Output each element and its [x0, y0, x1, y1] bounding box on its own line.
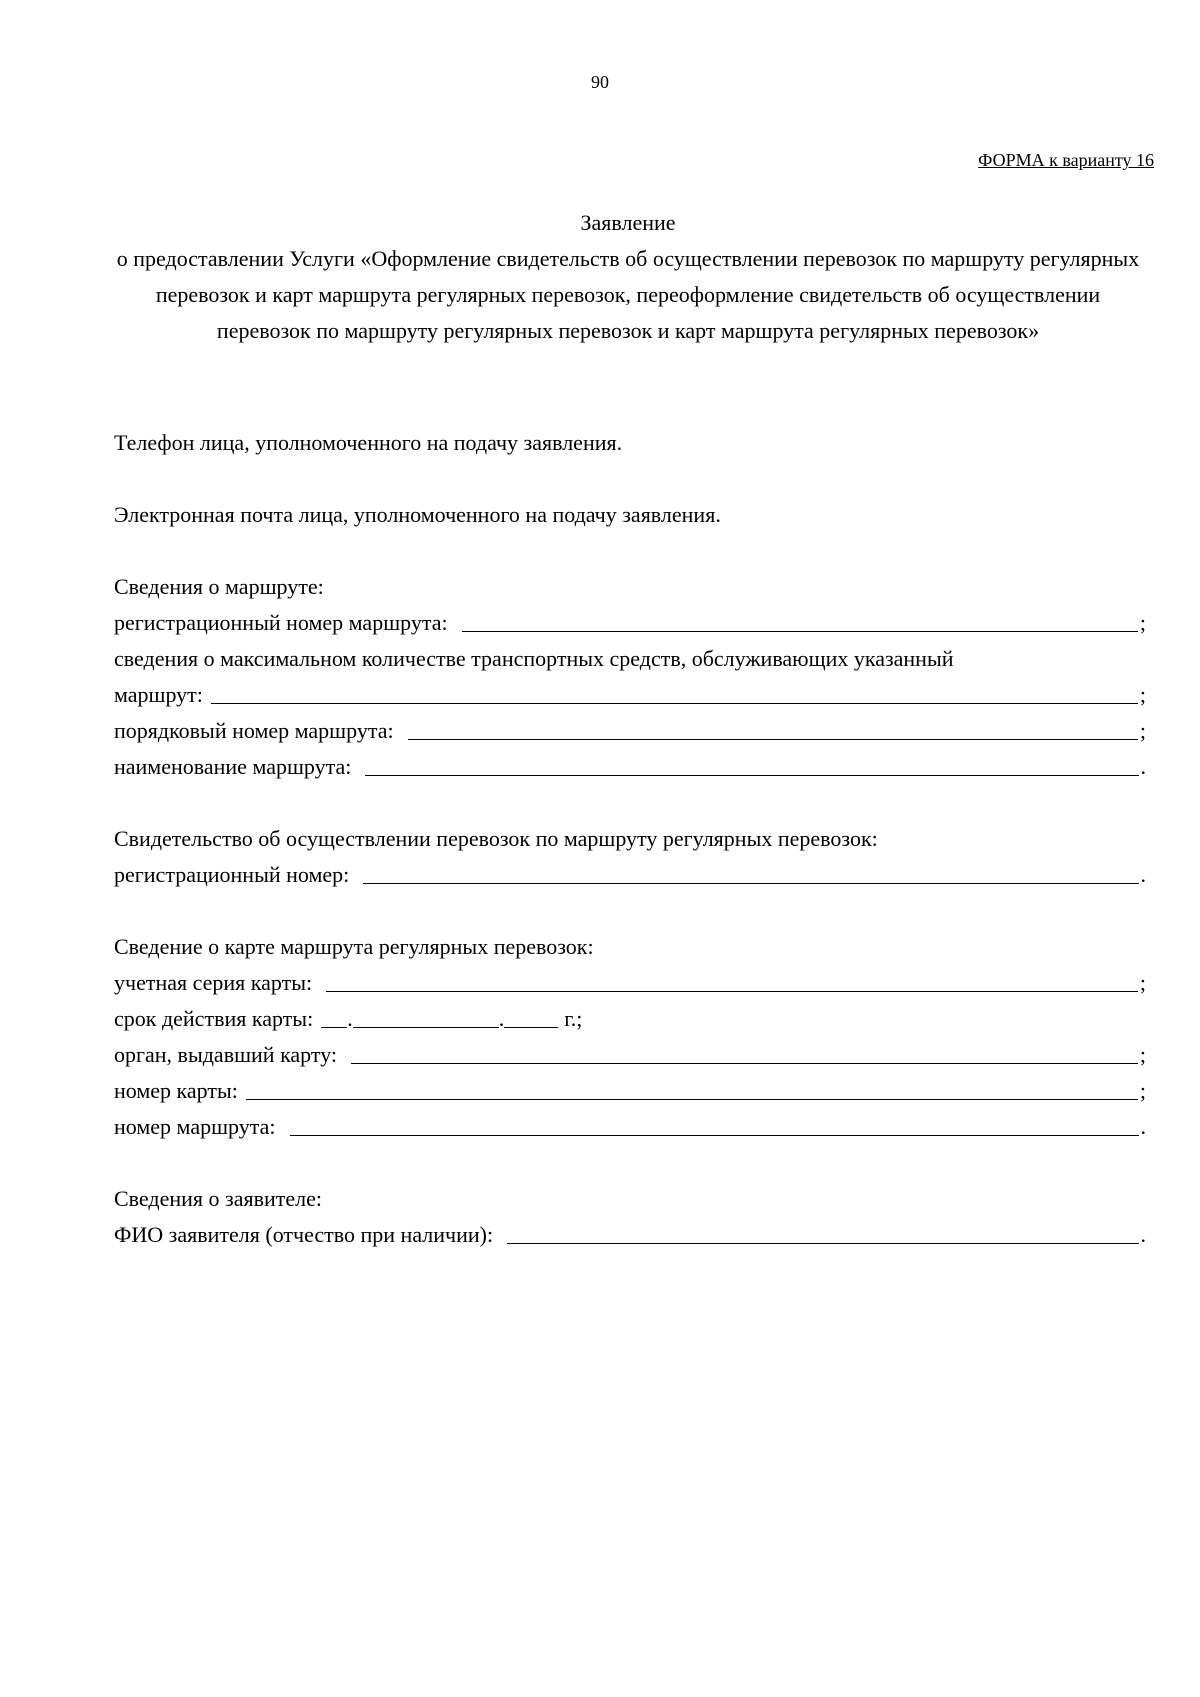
field-end-punct: . — [1140, 862, 1146, 887]
field-end-punct: . — [1140, 1114, 1146, 1139]
document-title — [114, 205, 1142, 349]
certificate-reg-number-field — [114, 857, 1146, 893]
max-vehicles-label-line2: маршрут: — [114, 682, 203, 707]
date-separator: . — [347, 1006, 353, 1031]
card-validity-label: срок действия карты: — [114, 1006, 314, 1031]
card-issuer-field — [114, 1037, 1146, 1073]
route-serial-number-blank[interactable] — [408, 717, 1138, 740]
title-subtitle: о предоставлении Услуги «Оформление свидетельств об осуществлении перевозок по маршруту регулярных перевозок и карт маршрута регулярных перевозок, переоформление свидетельств об осуществлении перевозок по маршруту регулярных перевозок и карт маршрута регулярных перевозок» — [116, 246, 1140, 343]
form-variant-label: ФОРМА к варианту 16 — [978, 150, 1154, 170]
route-info-heading: Сведения о маршруте: — [114, 574, 324, 599]
field-end-punct: ; — [1139, 970, 1146, 995]
card-number-field — [114, 1073, 1146, 1109]
card-issuer-label: орган, выдавший карту: — [114, 1042, 338, 1067]
phone-line: Телефон лица, уполномоченного на подачу заявления. — [114, 430, 623, 455]
card-route-number-blank[interactable] — [290, 1113, 1139, 1136]
route-name-blank[interactable] — [365, 753, 1138, 776]
max-vehicles-blank[interactable] — [211, 681, 1138, 704]
card-series-blank[interactable] — [326, 969, 1138, 992]
field-end-punct: . — [1140, 1222, 1146, 1247]
applicant-name-label: ФИО заявителя (отчество при наличии): — [114, 1222, 494, 1247]
card-validity-day-blank[interactable] — [321, 1005, 347, 1028]
field-end-punct: . — [1140, 754, 1146, 779]
route-reg-number-field — [114, 605, 1146, 641]
max-vehicles-label-line1: сведения о максимальном количестве транспортных средств, обслуживающих указанный — [114, 646, 954, 671]
certificate-reg-number-blank[interactable] — [363, 861, 1138, 884]
card-validity-year-blank[interactable] — [504, 1005, 558, 1028]
route-name-field — [114, 749, 1146, 785]
route-name-label: наименование маршрута: — [114, 754, 352, 779]
certificate-reg-number-label: регистрационный номер: — [114, 862, 350, 887]
route-card-heading: Сведение о карте маршрута регулярных перевозок: — [114, 934, 594, 959]
field-end-punct: ; — [1139, 1042, 1146, 1067]
certificate-heading: Свидетельство об осуществлении перевозок по маршруту регулярных перевозок: — [114, 826, 878, 851]
card-route-number-label: номер маршрута: — [114, 1114, 276, 1139]
card-route-number-field — [114, 1109, 1146, 1145]
date-separator: . — [498, 1006, 505, 1031]
card-validity-suffix: г.; — [564, 1006, 583, 1031]
email-line: Электронная почта лица, уполномоченного на подачу заявления. — [114, 502, 721, 527]
page-number: 90 — [591, 72, 609, 92]
card-number-blank[interactable] — [246, 1077, 1138, 1100]
form-content — [114, 425, 1146, 1253]
route-reg-number-label: регистрационный номер маршрута: — [114, 610, 448, 635]
route-serial-number-label: порядковый номер маршрута: — [114, 718, 394, 743]
applicant-name-field — [114, 1217, 1146, 1253]
max-vehicles-field — [114, 677, 1146, 713]
card-validity-month-blank[interactable] — [353, 1005, 499, 1028]
field-end-punct: ; — [1139, 610, 1146, 635]
route-reg-number-blank[interactable] — [462, 609, 1138, 632]
field-end-punct: ; — [1139, 718, 1146, 743]
card-issuer-blank[interactable] — [351, 1041, 1138, 1064]
title-heading: Заявление — [580, 210, 676, 235]
applicant-name-blank[interactable] — [507, 1221, 1138, 1244]
applicant-heading: Сведения о заявителе: — [114, 1186, 323, 1211]
route-serial-number-field — [114, 713, 1146, 749]
field-end-punct: ; — [1139, 1078, 1146, 1103]
card-series-field — [114, 965, 1146, 1001]
field-end-punct: ; — [1139, 682, 1146, 707]
card-validity-field — [114, 1001, 1146, 1037]
card-series-label: учетная серия карты: — [114, 970, 313, 995]
card-number-label: номер карты: — [114, 1078, 238, 1103]
